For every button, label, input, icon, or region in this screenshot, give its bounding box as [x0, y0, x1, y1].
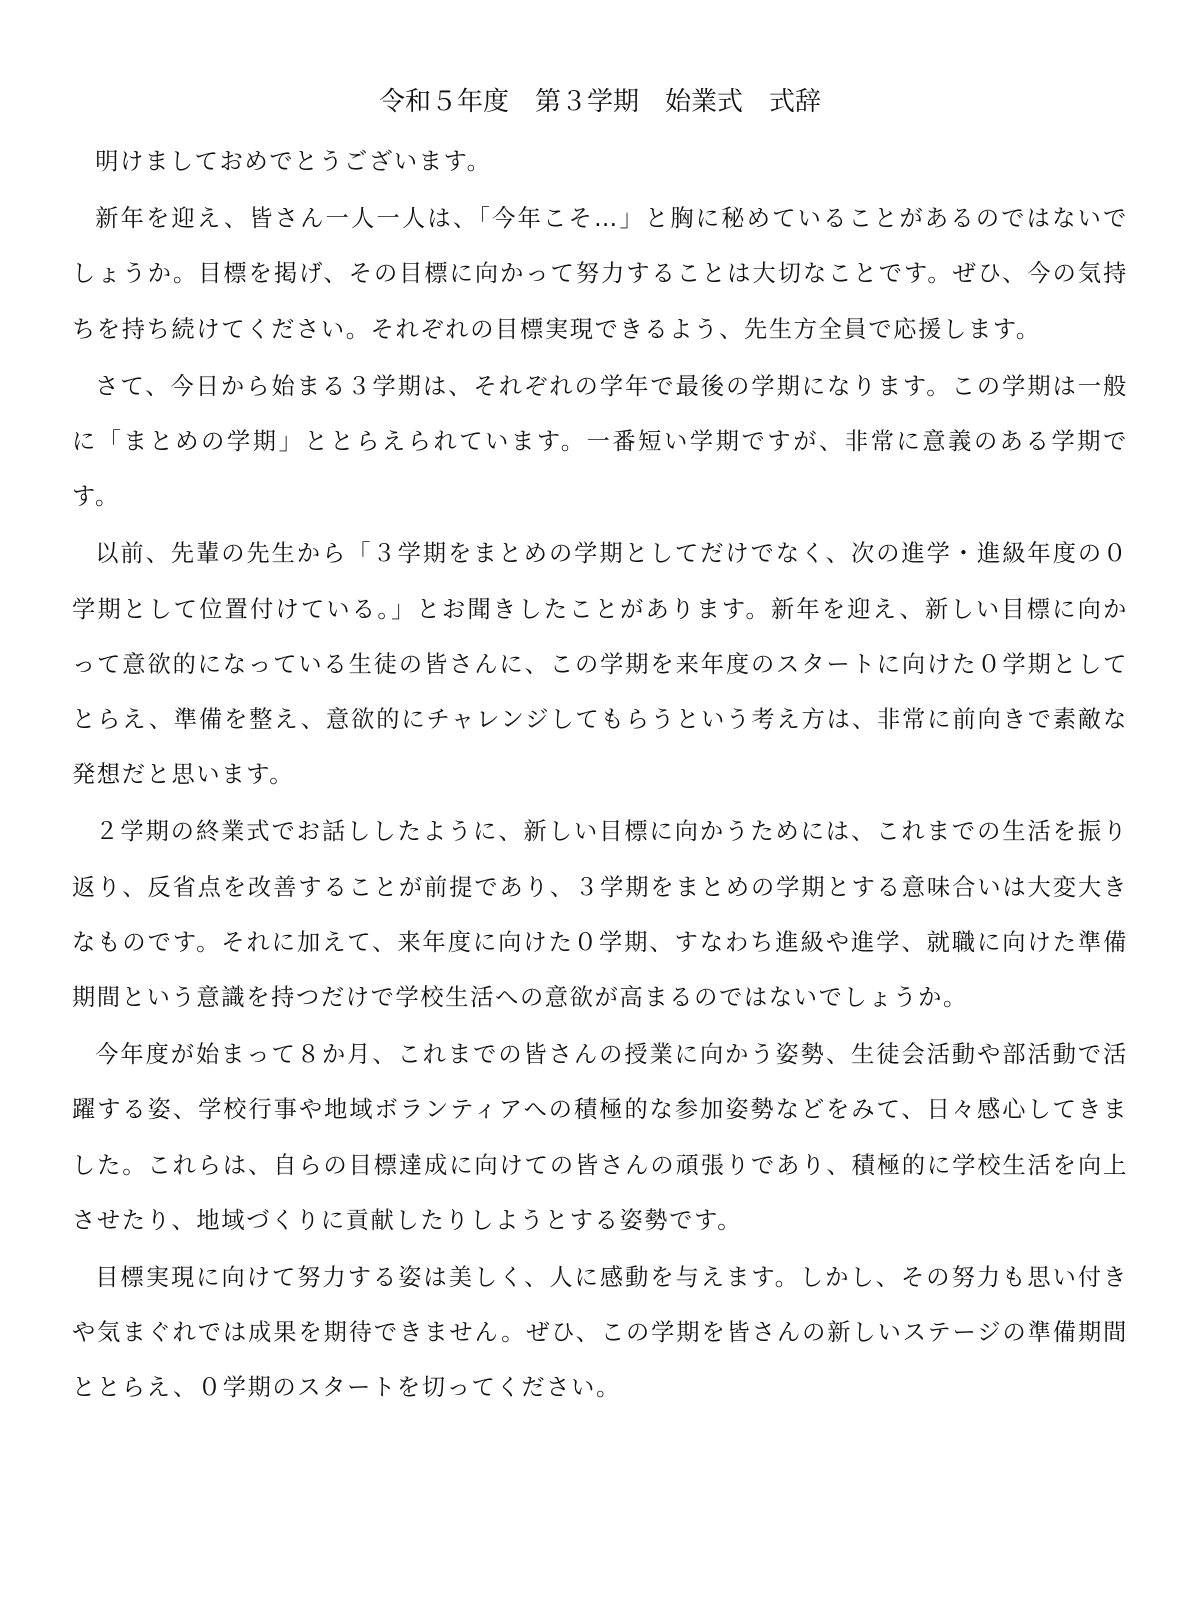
paragraph-zero-term: 以前、先輩の先生から「３学期をまとめの学期としてだけでなく、次の進学・進級年度の０学期として位置付けている。」とお聞きしたことがあります。新年を迎え、新しい目標に向かって意欲的になっている生徒の皆さんに、この学期を来年度のスタートに向けた０学期としてとらえ、準備を整え、意欲的にチャレンジしてもらうという考え方は、非常に前向きで素敵な発想だと思います。: [72, 540, 1128, 789]
paragraph-reflection: ２学期の終業式でお話ししたように、新しい目標に向かうためには、これまでの生活を振り返り、反省点を改善することが前提であり、３学期をまとめの学期とする意味合いは大変大きなものです。それに加えて、来年度に向けた０学期、すなわち進級や進学、就職に向けた準備期間という意識を持つだけで学校生活への意欲が高まるのではないでしょうか。: [72, 818, 1128, 1012]
paragraph-new-year-goals: 新年を迎え、皆さん一人一人は、「今年こそ…」と胸に秘めていることがあるのではないでしょうか。目標を掲げ、その目標に向かって努力することは大切なことです。ぜひ、今の気持ちを持ち続けてください。それぞれの目標実現できるよう、先生方全員で応援します。: [72, 205, 1128, 343]
paragraph-praise: 今年度が始まって８か月、これまでの皆さんの授業に向かう姿勢、生徒会活動や部活動で活躍する姿、学校行事や地域ボランティアへの積極的な参加姿勢などをみて、日々感心してきました。これらは、自らの目標達成に向けての皆さんの頑張りであり、積極的に学校生活を向上させたり、地域づくりに貢献したりしようとする姿勢です。: [72, 1041, 1128, 1234]
document-title: 令和５年度 第３学期 始業式 式辞: [378, 87, 821, 117]
paragraph-closing: 目標実現に向けて努力する姿は美しく、人に感動を与えます。しかし、その努力も思い付きや気まぐれでは成果を期待できません。ぜひ、この学期を皆さんの新しいステージの準備期間ととらえ、０学期のスタートを切ってください。: [72, 1264, 1128, 1402]
paragraph-third-term: さて、今日から始まる３学期は、それぞれの学年で最後の学期になります。この学期は一般に「まとめの学期」ととらえられています。一番短い学期ですが、非常に意義のある学期です。: [72, 372, 1128, 511]
paragraph-greeting: 明けましておめでとうございます。: [95, 148, 492, 175]
